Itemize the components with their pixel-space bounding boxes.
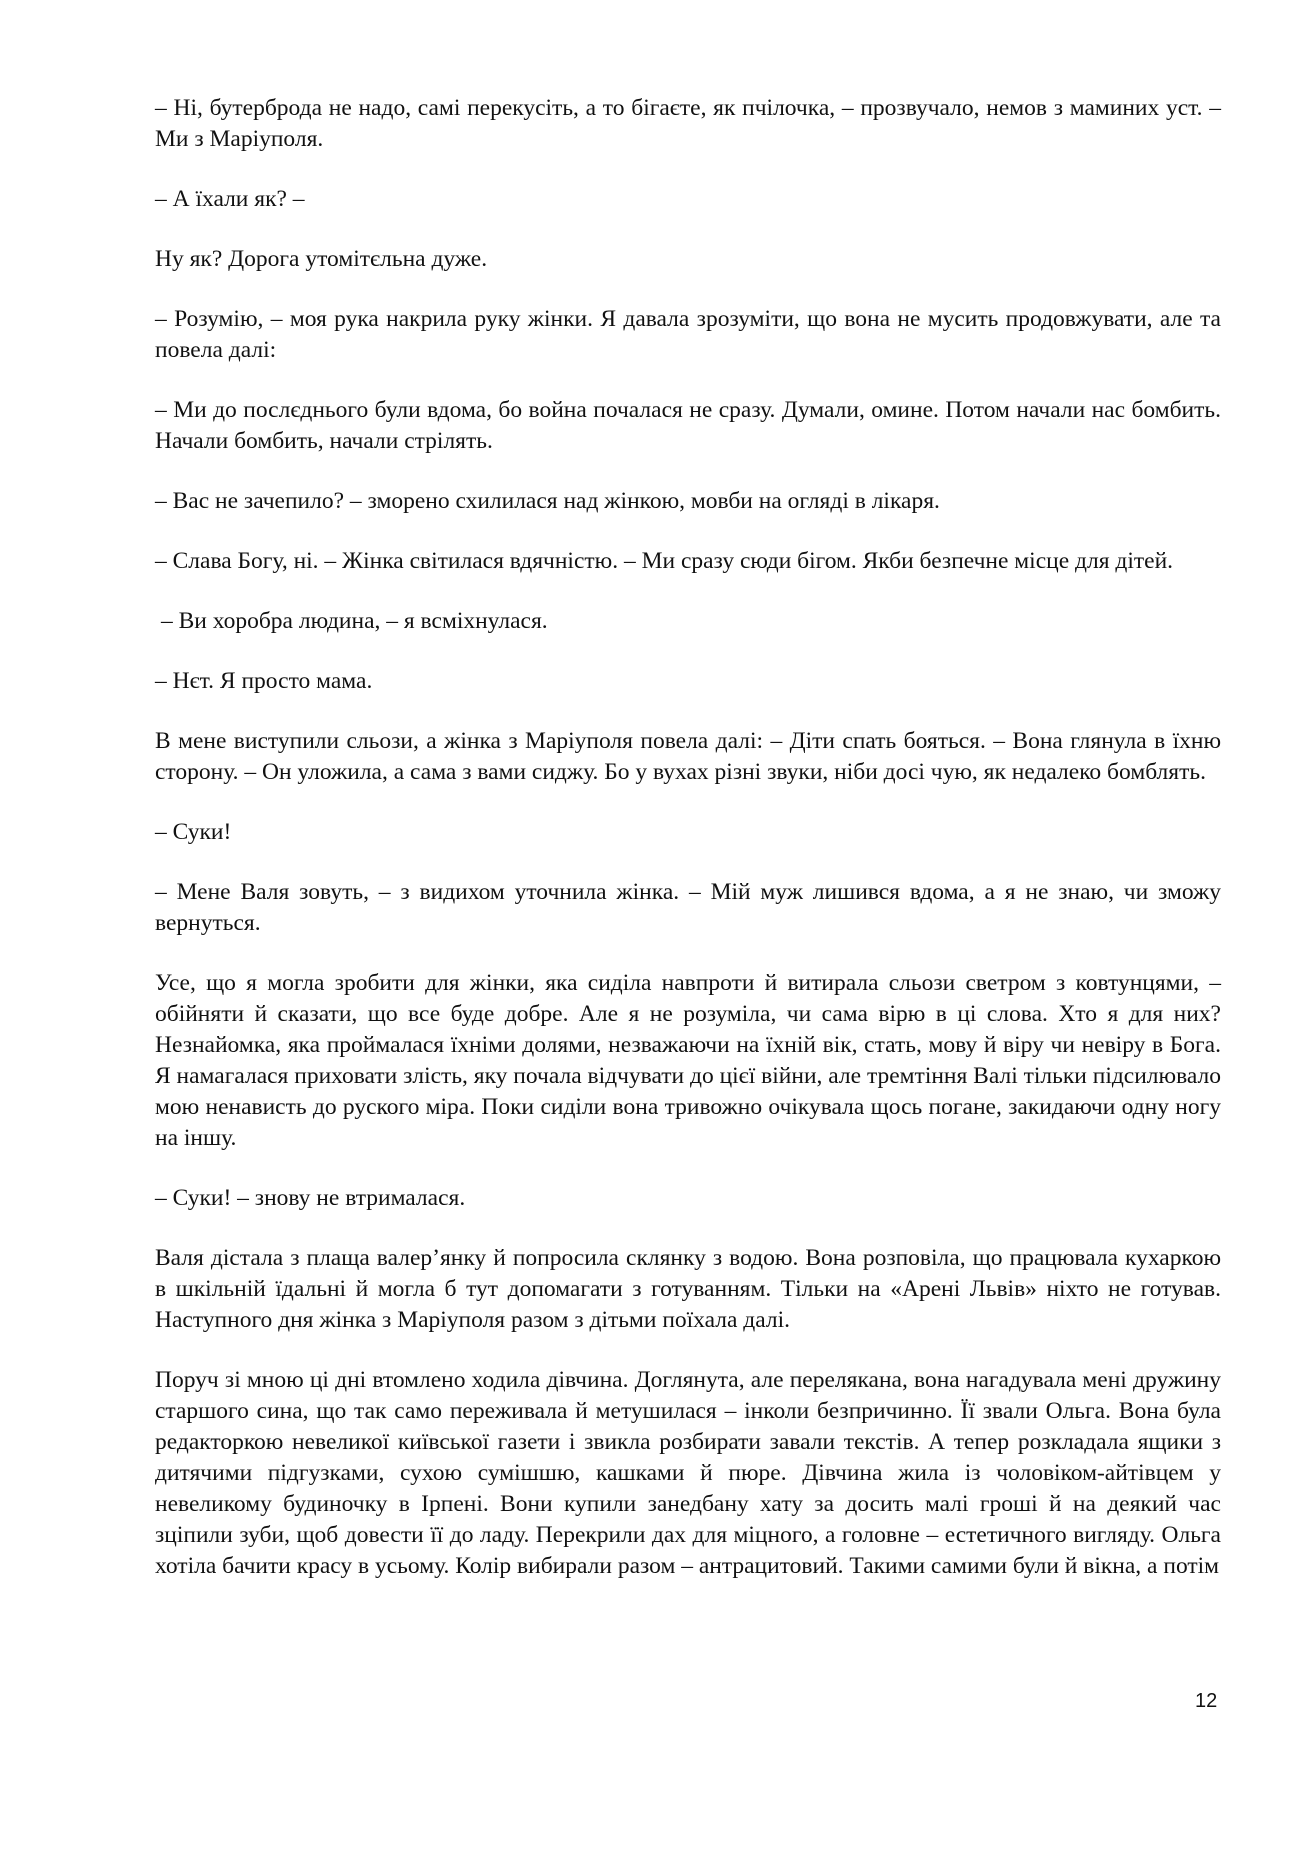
paragraph: – Ні, бутерброда не надо, самі перекусіть, а то бігаєте, як пчілочка, – прозвучало, немов з маминих уст. – Ми з Маріуполя.: [155, 95, 1221, 152]
paragraph: – Слава Богу, ні. – Жінка світилася вдячністю. – Ми сразу сюди бігом. Якби безпечне місце для дітей.: [155, 548, 1174, 574]
paragraph: – Ми до послєднього були вдома, бо война почалася не сразу. Думали, омине. Потом начали нас бомбить. Начали бомбить, начали стрілять.: [155, 397, 1221, 454]
paragraph: – Нєт. Я просто мама.: [155, 668, 373, 694]
paragraph: Усе, що я могла зробити для жінки, яка сиділа навпроти й витирала сльози светром з ковтунцями, – обійняти й сказати, що все буде добре. Але я не розуміла, чи сама вірю в ці слова. Хто я для них? Незнайомка, яка проймалася їхніми долями, незважаючи на їхній вік, стать, мову й віру чи невіру в Бога. Я намагалася приховати злість, яку почала відчувати до цієї війни, але тремтіння Валі тільки підсилювало мою ненависть до руского міра. Поки сиділи вона тривожно очікувала щось погане, закидаючи одну ногу на іншу.: [155, 970, 1221, 1151]
paragraph: – Вас не зачепило? – зморено схилилася над жінкою, мовби на огляді в лікаря.: [155, 488, 940, 514]
paragraph: Поруч зі мною ці дні втомлено ходила дівчина. Доглянута, але перелякана, вона нагадувала мені дружину старшого сина, що так само переживала й метушилася – інколи безпричинно. Її звали Ольга. Вона була редакторкою невеликої київської газети і звикла розбирати завали текстів. А тепер розкладала ящики з дитячими підгузками, сухою сумішшю, кашками й пюре. Дівчина жила із чоловіком-айтівцем у невеликому будиночку в Ірпені. Вони купили занедбану хату за досить малі гроші й на деякий час зціпили зуби, щоб довести її до ладу. Перекрили дах для міцного, а головне – естетичного вигляду. Ольга хотіла бачити красу в усьому. Колір вибирали разом – антрацитовий. Такими самими були й вікна, а потім: [155, 1367, 1221, 1579]
document-page: [155, 93, 1221, 1611]
paragraph: Ну як? Дорога утомітєльна дуже.: [155, 246, 488, 272]
paragraph: – Суки!: [155, 819, 232, 845]
paragraph: В мене виступили сльози, а жінка з Маріуполя повела далі: – Діти спать бояться. – Вона глянула в їхню сторону. – Он уложила, а сама з вами сиджу. Бо у вухах різні звуки, ніби досі чую, як недалеко бомблять.: [155, 728, 1221, 785]
paragraph: Валя дістала з плаща валер’янку й попросила склянку з водою. Вона розповіла, що працювала кухаркою в шкільній їдальні й могла б тут допомагати з готуванням. Тільки на «Арені Львів» ніхто не готував. Наступного дня жінка з Маріуполя разом з дітьми поїхала далі.: [155, 1245, 1221, 1333]
paragraph: – Мене Валя зовуть, – з видихом уточнила жінка. – Мій муж лишився вдома, а я не знаю, чи зможу вернуться.: [155, 879, 1221, 936]
page-number: 12: [1195, 1690, 1218, 1712]
paragraph: – Розумію, – моя рука накрила руку жінки. Я давала зрозуміти, що вона не мусить продовжувати, але та повела далі:: [155, 306, 1221, 363]
paragraph: – Суки! – знову не втрималася.: [155, 1185, 466, 1211]
paragraph: – А їхали як? –: [155, 186, 305, 212]
paragraph: – Ви хоробра людина, – я всміхнулася.: [161, 608, 548, 634]
